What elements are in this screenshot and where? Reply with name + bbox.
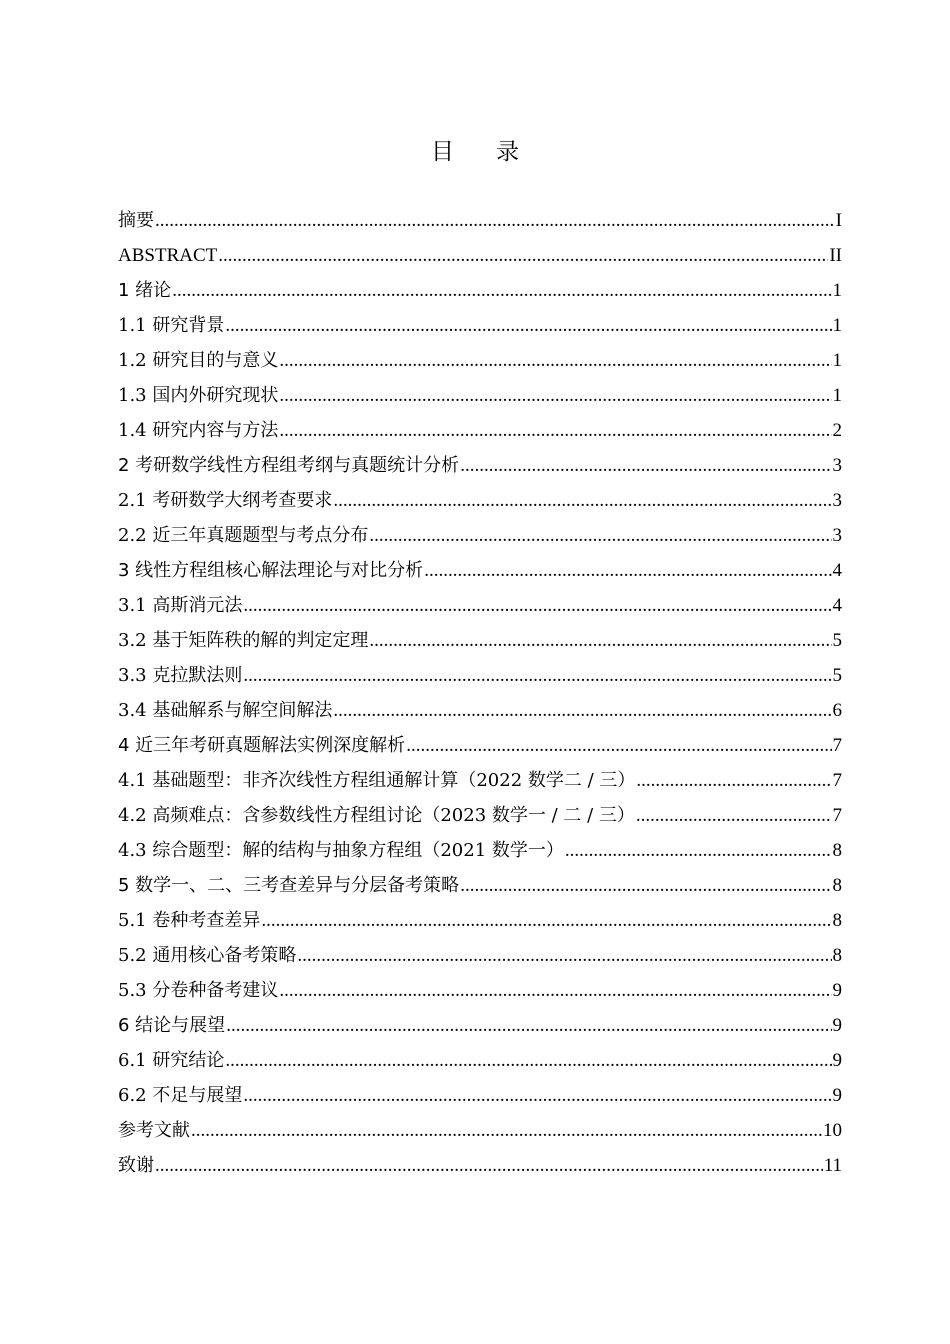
toc-entry-section-2-2[interactable]: [118, 518, 842, 553]
toc-entry-section-5-3[interactable]: [118, 973, 842, 1008]
toc-page-number: 3: [832, 525, 842, 546]
toc-entry-label: 2.2 近三年真题题型与考点分布: [118, 525, 369, 546]
toc-entry-section-1-4[interactable]: [118, 413, 842, 448]
toc-page-number: 8: [832, 840, 842, 861]
toc-entry-label: 5.1 卷种考查差异: [118, 910, 261, 931]
toc-entry-section-5-2[interactable]: [118, 938, 842, 973]
table-of-contents: [118, 203, 842, 1183]
toc-page-number: 4: [832, 595, 842, 616]
toc-entry-section-1-2[interactable]: [118, 343, 842, 378]
toc-dot-leader: [424, 553, 831, 588]
toc-dot-leader: [369, 623, 831, 658]
toc-entry-label: 3.2 基于矩阵秩的解的判定定理: [118, 630, 369, 651]
toc-entry-section-4-2[interactable]: [118, 798, 842, 833]
toc-entry-label: 4 近三年考研真题解法实例深度解析: [118, 735, 406, 756]
toc-page-number: 7: [832, 805, 842, 826]
toc-page-number: 8: [832, 945, 842, 966]
toc-page-number: 11: [823, 1155, 842, 1176]
toc-entry-label: 2 考研数学线性方程组考纲与真题统计分析: [118, 455, 460, 476]
toc-entry-chapter-6[interactable]: [118, 1008, 842, 1043]
toc-page-number: 9: [832, 1050, 842, 1071]
toc-entry-chapter-5[interactable]: [118, 868, 842, 903]
toc-entry-section-6-2[interactable]: [118, 1078, 842, 1113]
toc-entry-label: 6.1 研究结论: [118, 1050, 225, 1071]
toc-dot-leader: [333, 693, 831, 728]
toc-entry-chapter-1[interactable]: [118, 273, 842, 308]
toc-page-number: 1: [832, 385, 842, 406]
toc-entry-abstract-zh[interactable]: [118, 203, 842, 238]
toc-page-number: 5: [832, 665, 842, 686]
toc-entry-section-3-1[interactable]: [118, 588, 842, 623]
toc-page-number: 1: [832, 350, 842, 371]
toc-entry-section-1-1[interactable]: [118, 308, 842, 343]
toc-dot-leader: [636, 763, 831, 798]
toc-page-number: II: [829, 245, 842, 266]
toc-page-number: 7: [832, 735, 842, 756]
toc-entry-chapter-3[interactable]: [118, 553, 842, 588]
toc-entry-label: 1.3 国内外研究现状: [118, 385, 279, 406]
toc-page-number: 1: [832, 280, 842, 301]
toc-entry-section-4-3[interactable]: [118, 833, 842, 868]
page-title: 目录: [431, 139, 561, 165]
toc-dot-leader: [243, 588, 831, 623]
toc-dot-leader: [225, 1043, 831, 1078]
toc-page-number: 8: [832, 875, 842, 896]
toc-entry-section-4-1[interactable]: [118, 763, 842, 798]
toc-entry-label: 4.2 高频难点：含参数线性方程组讨论（2023 数学一 / 二 / 三）: [118, 805, 635, 826]
toc-page-number: I: [835, 210, 842, 231]
toc-page-number: 10: [823, 1120, 842, 1141]
toc-dot-leader: [279, 413, 831, 448]
toc-page-number: 1: [832, 315, 842, 336]
toc-entry-label: 1.4 研究内容与方法: [118, 420, 279, 441]
toc-page-number: 3: [832, 455, 842, 476]
toc-page-number: 2: [832, 420, 842, 441]
toc-entry-section-3-3[interactable]: [118, 658, 842, 693]
toc-dot-leader: [636, 798, 832, 833]
toc-entry-chapter-2[interactable]: [118, 448, 842, 483]
toc-entry-section-1-3[interactable]: [118, 378, 842, 413]
toc-entry-section-2-1[interactable]: [118, 483, 842, 518]
toc-entry-section-5-1[interactable]: [118, 903, 842, 938]
toc-entry-label: 摘要: [118, 210, 154, 231]
toc-entry-label: 2.1 考研数学大纲考查要求: [118, 490, 333, 511]
toc-entry-abstract-en[interactable]: [118, 238, 842, 273]
toc-dot-leader: [261, 903, 831, 938]
toc-dot-leader: [297, 938, 831, 973]
toc-entry-acknowledgements[interactable]: [118, 1148, 842, 1183]
toc-entry-label: 3.1 高斯消元法: [118, 595, 243, 616]
toc-dot-leader: [155, 1148, 823, 1183]
toc-dot-leader: [243, 658, 831, 693]
toc-entry-label: 1 绪论: [118, 280, 172, 301]
toc-dot-leader: [243, 1078, 831, 1113]
toc-dot-leader: [279, 343, 831, 378]
toc-entry-label: 3.4 基础解系与解空间解法: [118, 700, 333, 721]
toc-entry-label: 6.2 不足与展望: [118, 1085, 243, 1106]
toc-entry-label: 4.3 综合题型：解的结构与抽象方程组（2021 数学一）: [118, 840, 564, 861]
toc-page-number: 9: [832, 1085, 842, 1106]
toc-dot-leader: [460, 448, 831, 483]
toc-page-number: 4: [832, 560, 842, 581]
toc-dot-leader: [172, 273, 831, 308]
toc-page-number: 5: [832, 630, 842, 651]
toc-entry-label: 3 线性方程组核心解法理论与对比分析: [118, 560, 424, 581]
toc-dot-leader: [460, 868, 831, 903]
toc-entry-label: 参考文献: [118, 1120, 190, 1141]
toc-page-number: 6: [832, 700, 842, 721]
toc-entry-label: ABSTRACT: [118, 245, 218, 266]
toc-page-number: 9: [832, 1015, 842, 1036]
toc-dot-leader: [218, 238, 828, 273]
toc-entry-section-3-4[interactable]: [118, 693, 842, 728]
toc-entry-label: 1.2 研究目的与意义: [118, 350, 279, 371]
toc-entry-chapter-4[interactable]: [118, 728, 842, 763]
toc-dot-leader: [191, 1113, 822, 1148]
toc-dot-leader: [279, 378, 831, 413]
toc-entry-label: 6 结论与展望: [118, 1015, 226, 1036]
toc-entry-label: 5 数学一、二、三考查差异与分层备考策略: [118, 875, 460, 896]
toc-dot-leader: [565, 833, 832, 868]
toc-entry-label: 5.3 分卷种备考建议: [118, 980, 279, 1001]
toc-entry-label: 4.1 基础题型：非齐次线性方程组通解计算（2022 数学二 / 三）: [118, 770, 636, 791]
toc-entry-label: 5.2 通用核心备考策略: [118, 945, 297, 966]
toc-dot-leader: [279, 973, 831, 1008]
toc-dot-leader: [225, 308, 831, 343]
toc-entry-references[interactable]: [118, 1113, 842, 1148]
toc-dot-leader: [155, 203, 835, 238]
toc-entry-label: 致谢: [118, 1155, 154, 1176]
toc-entry-label: 1.1 研究背景: [118, 315, 225, 336]
toc-entry-label: 3.3 克拉默法则: [118, 665, 243, 686]
toc-page-number: 7: [832, 770, 842, 791]
toc-page-number: 9: [832, 980, 842, 1001]
toc-page-number: 3: [832, 490, 842, 511]
toc-dot-leader: [369, 518, 831, 553]
toc-entry-section-3-2[interactable]: [118, 623, 842, 658]
toc-entry-section-6-1[interactable]: [118, 1043, 842, 1078]
toc-dot-leader: [333, 483, 831, 518]
toc-dot-leader: [226, 1008, 831, 1043]
toc-page-number: 8: [832, 910, 842, 931]
toc-dot-leader: [406, 728, 831, 763]
